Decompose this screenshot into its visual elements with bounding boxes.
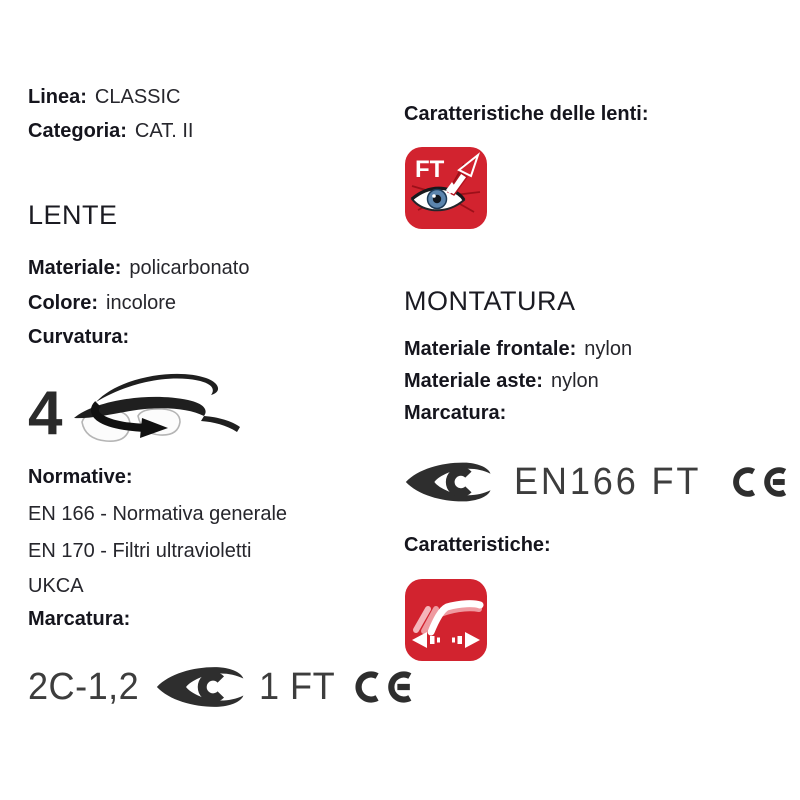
cofra-swoosh-logo — [155, 664, 249, 710]
marcatura-label-left: Marcatura: — [28, 608, 131, 630]
materiale-value: policarbonato — [129, 257, 250, 279]
materiale-aste-value: nylon — [550, 370, 599, 392]
glasses-curvature-arrow — [68, 368, 246, 460]
linea-label: Linea: — [28, 86, 87, 108]
lens-marking-prefix: 2C-1,2 — [28, 665, 140, 708]
normative-item: EN 170 - Filtri ultravioletti — [28, 540, 252, 562]
categoria-value: CAT. II — [134, 120, 194, 142]
materiale-row — [28, 256, 249, 280]
lenti-caratteristiche-label: Caratteristiche delle lenti: — [404, 103, 649, 125]
adjustable-temples-icon — [404, 578, 488, 662]
categoria-row — [28, 119, 193, 143]
frame-marking-text: EN166 FT — [514, 460, 702, 503]
categoria-label: Categoria: — [28, 120, 127, 142]
colore-row — [28, 291, 176, 315]
lens-marking-row — [28, 664, 427, 710]
normative-label: Normative: — [28, 466, 133, 488]
normative-item: UKCA — [28, 575, 84, 597]
montatura-section-title: MONTATURA — [404, 286, 576, 316]
materiale-label: Materiale: — [28, 257, 122, 279]
colore-label: Colore: — [28, 292, 98, 314]
linea-value: CLASSIC — [94, 86, 181, 108]
colore-value: incolore — [106, 292, 177, 314]
caratteristiche-label: Caratteristiche: — [404, 534, 551, 556]
normative-item: EN 166 - Normativa generale — [28, 503, 288, 525]
curvature-graphic — [28, 368, 246, 460]
ft-badge-text: FT — [415, 156, 445, 183]
materiale-aste-label: Materiale aste: — [404, 370, 543, 392]
right-column — [404, 0, 794, 800]
materiale-frontale-label: Materiale frontale: — [404, 338, 577, 360]
materiale-aste-row — [404, 369, 599, 393]
cofra-swoosh-logo — [404, 460, 496, 504]
curvatura-label: Curvatura: — [28, 326, 130, 348]
ft-impact-eye-icon — [404, 146, 488, 230]
frame-marking-row — [404, 460, 800, 504]
left-column — [28, 0, 400, 800]
curvature-value: 4 — [28, 379, 63, 448]
marcatura-label-right: Marcatura: — [404, 402, 507, 424]
lens-marking-suffix: 1 FT — [259, 665, 336, 708]
materiale-frontale-row — [404, 337, 632, 361]
lente-section-title: LENTE — [28, 200, 118, 230]
linea-row — [28, 85, 181, 109]
ce-mark — [727, 462, 800, 502]
materiale-frontale-value: nylon — [584, 338, 633, 360]
